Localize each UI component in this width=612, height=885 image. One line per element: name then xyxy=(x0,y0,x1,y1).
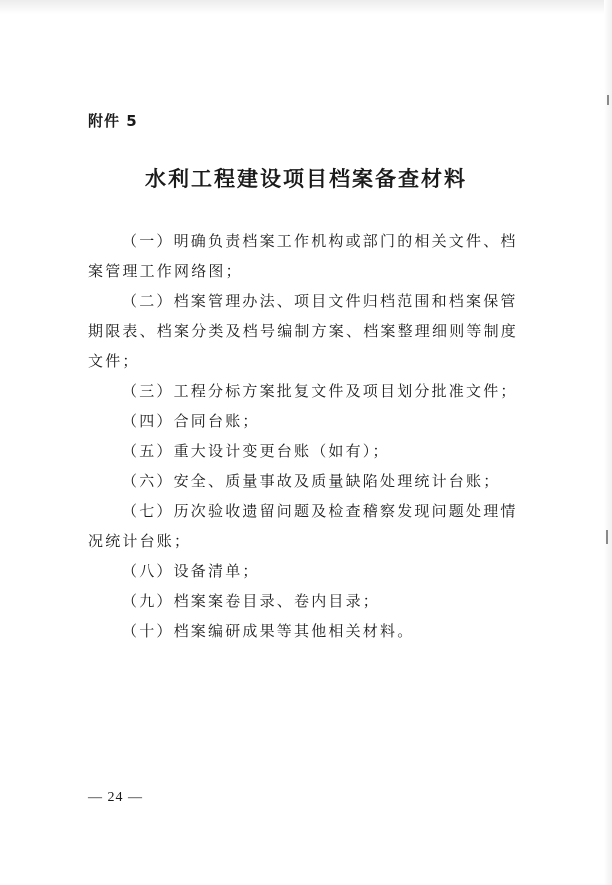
materials-list xyxy=(88,226,528,646)
list-item: （三）工程分标方案批复文件及项目划分批准文件； xyxy=(122,382,518,400)
scan-mark xyxy=(606,530,608,544)
scan-mark xyxy=(607,95,609,105)
scan-shadow-top xyxy=(0,0,612,14)
page-number: — 24 — xyxy=(88,790,143,805)
document-title: 水利工程建设项目档案备查材料 xyxy=(145,166,467,191)
list-item: （九）档案案卷目录、卷内目录； xyxy=(122,592,381,610)
list-item: （六）安全、质量事故及质量缺陷处理统计台账； xyxy=(122,472,501,490)
list-item: （七）历次验收遗留问题及检查稽察发现问题处理情况统计台账； xyxy=(88,502,518,550)
list-item: （十）档案编研成果等其他相关材料。 xyxy=(122,622,415,640)
attachment-label: 附件 5 xyxy=(88,112,138,130)
list-item: （八）设备清单； xyxy=(122,562,260,580)
list-item: （四）合同台账； xyxy=(122,412,260,430)
list-item: （二）档案管理办法、项目文件归档范围和档案保管期限表、档案分类及档号编制方案、档案整理细则等制度文件； xyxy=(88,292,519,370)
list-item: （五）重大设计变更台账（如有）； xyxy=(122,442,390,460)
scan-shadow-right xyxy=(604,0,612,885)
list-item: （一）明确负责档案工作机构或部门的相关文件、档案管理工作网络图； xyxy=(88,232,518,280)
